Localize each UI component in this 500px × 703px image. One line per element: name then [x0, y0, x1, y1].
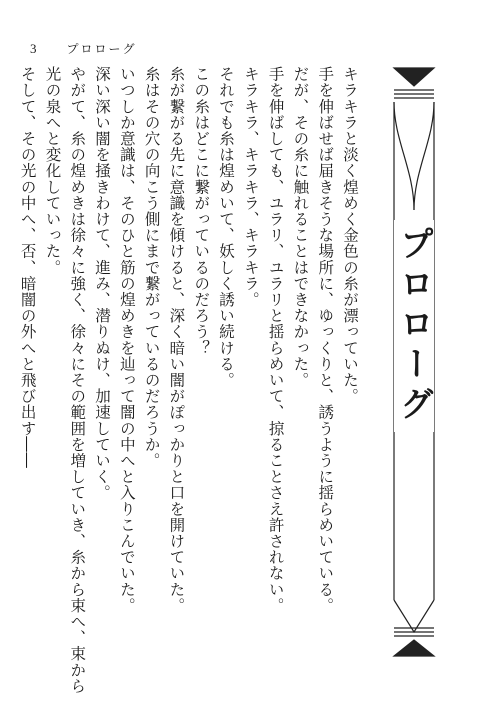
text-line: それでも糸は煌めいて、妖しく誘い続ける。: [217, 66, 236, 388]
text-line: キラキラ、キラキラ、キラキラ。: [241, 66, 260, 308]
chapter-title-band: [388, 60, 440, 660]
text-line: 手を伸ばしても、ユラリ、ユラリと揺らめいて、掠ることさえ許されない。: [266, 66, 285, 614]
page-header: [30, 40, 137, 57]
text-line: 糸が繋がる先に意識を傾けると、深く暗い闇がぽっかりと口を開けていた。: [167, 66, 186, 614]
text-line: 深い深い闇を掻きわけて、進み、潜りぬけ、加速していく。: [93, 66, 112, 501]
text-line: 糸はその穴の向こう側にまで繋がっているのだろうか。: [142, 66, 161, 469]
text-line: やがて、糸の煌めきは徐々に強く、徐々にその範囲を増していき、糸から束へ、束から: [68, 66, 87, 694]
running-title: プロローグ: [66, 42, 137, 56]
text-line: そして、その光の中へ、否、暗闇の外へと飛び出す――: [18, 66, 37, 469]
text-line: 手を伸ばせば届きそうな場所に、ゆっくりと、誘うように揺らめいている。: [316, 66, 335, 614]
body-text: [15, 66, 362, 694]
text-line: この糸はどこに繋がっているのだろう？: [192, 66, 211, 356]
text-line: 光の泉へと変化していった。: [43, 66, 62, 276]
text-line: いつしか意識は、そのひと筋の煌めきを辿って闇の中へと入りこんでいた。: [117, 66, 136, 614]
page-number: 3: [30, 41, 37, 56]
chapter-title: プロローグ: [394, 220, 434, 432]
text-line: キラキラと淡く煌めく金色の糸が漂っていた。: [341, 66, 359, 405]
text-line: だが、その糸に触れることはできなかった。: [291, 66, 310, 388]
